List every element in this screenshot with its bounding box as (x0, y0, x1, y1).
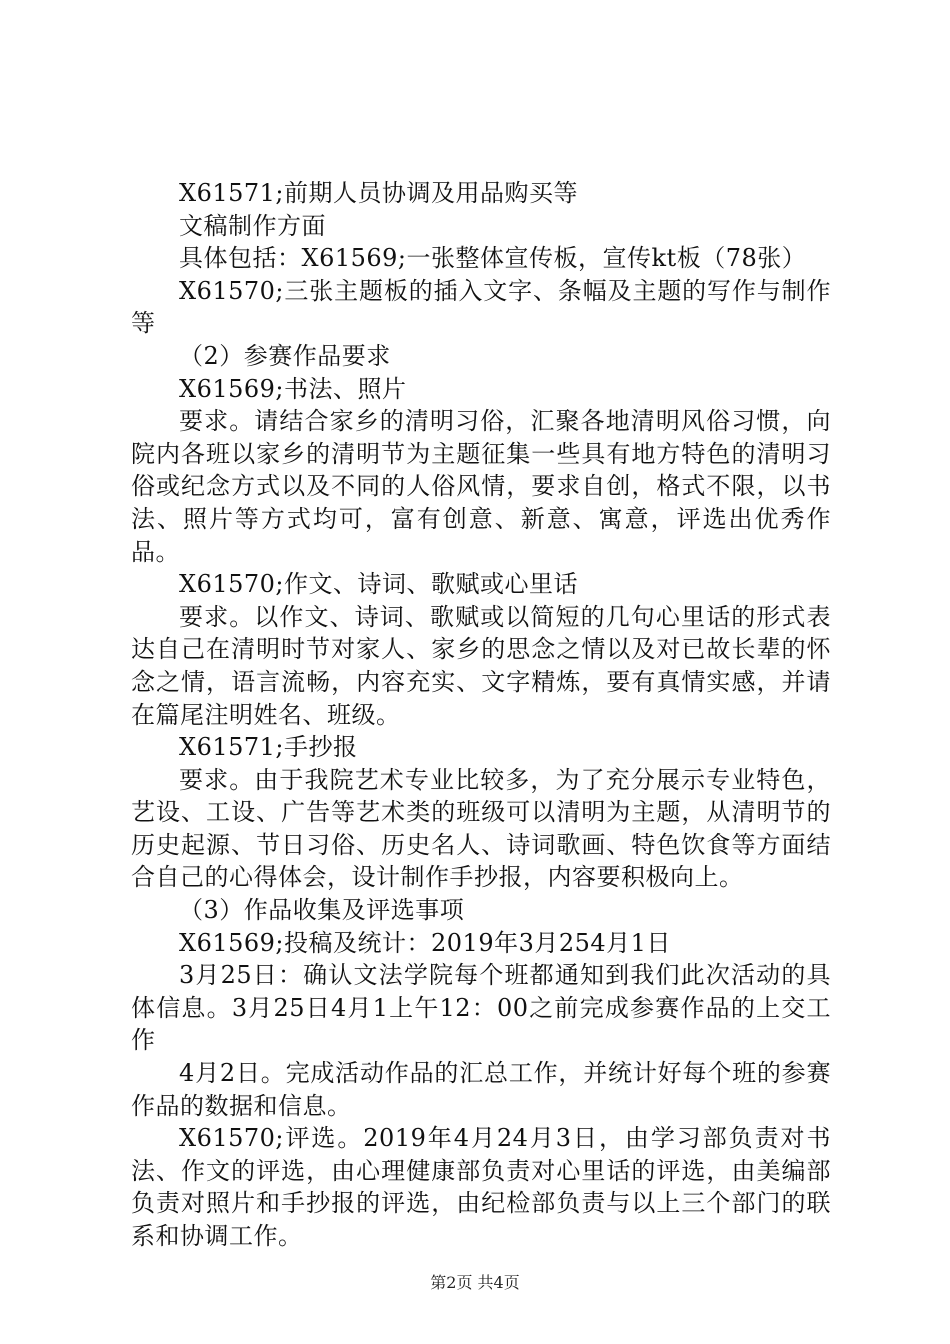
document-body (131, 177, 831, 1253)
paragraph-item-4: X61570;三张主题板的插入文字、条幅及主题的写作与制作等 (131, 276, 831, 338)
paragraph-item-6: X61569;书法、照片 (179, 374, 407, 403)
paragraph-item-16: X61570;评选。2019年4月24月3日，由学习部负责对书法、作文的评选，由心理健康部负责对心里话的评选，由美编部负责对照片和手抄报的评选，由纪检部负责与以上三个部门的联系和协调工作。 (131, 1124, 831, 1250)
paragraph-item-3: 具体包括：X61569;一张整体宣传板，宣传kt板（78张） (179, 244, 807, 273)
paragraph-item-11: 要求。由于我院艺术专业比较多，为了充分展示专业特色，艺设、工设、广告等艺术类的班级可以清明为主题，从清明节的历史起源、节日习俗、历史名人、诗词歌画、特色饮食等方面结合自己的心得体会，设计制作手抄报，内容要积极向上。 (131, 765, 831, 892)
paragraph-item-1: X61571;前期人员协调及用品购买等 (179, 179, 579, 207)
section-heading-2: （2）参赛作品要求 (179, 341, 391, 370)
paragraph-item-8: X61570;作文、诗词、歌赋或心里话 (179, 570, 579, 599)
paragraph-item-7: 要求。请结合家乡的清明习俗，汇聚各地清明风俗习惯，向院内各班以家乡的清明节为主题征集一些具有地方特色的清明习俗或纪念方式以及不同的人俗风情，要求自创，格式不限，以书法、照片等方式均可，富有创意、新意、寓意，评选出优秀作品。 (131, 407, 831, 566)
paragraph-item-15: 4月2日。完成活动作品的汇总工作，并统计好每个班的参赛作品的数据和信息。 (131, 1059, 831, 1120)
page-footer (0, 1273, 950, 1293)
paragraph-item-2: 文稿制作方面 (179, 211, 326, 240)
paragraph-item-10: X61571;手抄报 (179, 733, 358, 762)
section-heading-3: （3）作品收集及评选事项 (179, 896, 465, 925)
paragraph-item-9: 要求。以作文、诗词、歌赋或以简短的几句心里话的形式表达自己在清明时节对家人、家乡的思念之情以及对已故长辈的怀念之情，语言流畅，内容充实、文字精炼，要有真情实感，并请在篇尾注明姓名、班级。 (131, 602, 831, 729)
page-number-label: 第2页 共4页 (430, 1273, 520, 1292)
paragraph-item-14: 3月25日：确认文法学院每个班都通知到我们此次活动的具体信息。3月25日4月1上午12：00之前完成参赛作品的上交工作 (131, 961, 831, 1055)
paragraph-item-13: X61569;投稿及统计：2019年3月254月1日 (179, 928, 671, 957)
